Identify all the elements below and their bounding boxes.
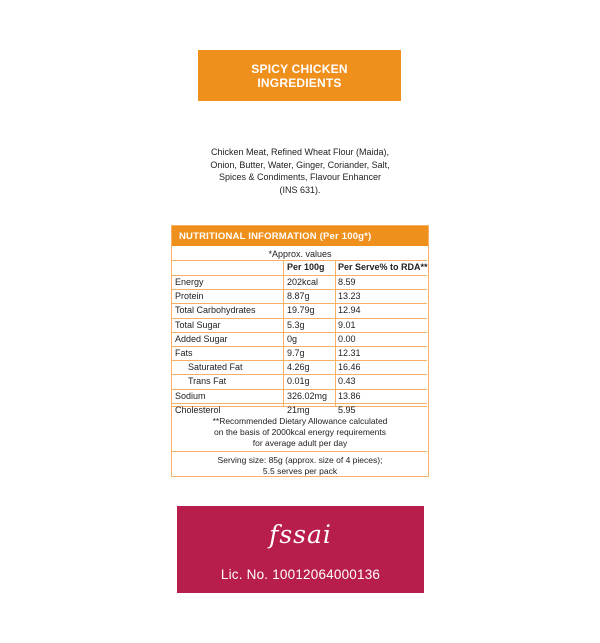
serving-info bbox=[172, 455, 428, 477]
banner-line-1: SPICY CHICKEN bbox=[251, 61, 348, 76]
ingredients-line: (INS 631). bbox=[279, 184, 321, 195]
nutrient-rda: 13.86 bbox=[338, 390, 361, 401]
serving-line: 5.5 serves per pack bbox=[262, 466, 338, 476]
nutrient-label: Sodium bbox=[175, 390, 206, 401]
nutrient-label: Fats bbox=[175, 348, 193, 358]
nutrient-per100: 326.02mg bbox=[287, 390, 328, 401]
nutrient-rda: 12.31 bbox=[338, 348, 361, 358]
nutrient-per100: 8.87g bbox=[287, 291, 310, 302]
rda-footnote bbox=[172, 416, 428, 449]
nutrient-rda: 9.01 bbox=[338, 319, 356, 330]
banner-line-2: INGREDIENTS bbox=[257, 75, 342, 90]
nutrient-label: Energy bbox=[175, 277, 204, 287]
license-number: Lic. No. 10012064000136 bbox=[220, 567, 381, 582]
nutrient-per100: 4.26g bbox=[287, 362, 310, 373]
nutrient-label: Saturated Fat bbox=[188, 362, 243, 373]
fssai-logo-text: fssai bbox=[269, 520, 332, 549]
nutrient-rda: 12.94 bbox=[338, 305, 361, 316]
nutrition-panel bbox=[171, 225, 429, 477]
ingredients-line: Onion, Butter, Water, Ginger, Coriander, Salt, bbox=[210, 159, 390, 170]
rda-note-line: on the basis of 2000kcal energy requirements bbox=[214, 427, 386, 437]
rda-note-line: **Recommended Dietary Allowance calculated bbox=[212, 416, 388, 426]
nutrient-rda: 13.23 bbox=[338, 291, 361, 302]
ingredients-line: Chicken Meat, Refined Wheat Flour (Maida), bbox=[210, 147, 390, 157]
serving-line: Serving size: 85g (approx. size of 4 pieces); bbox=[217, 455, 383, 465]
nutrient-rda: 8.59 bbox=[338, 277, 356, 287]
product-banner bbox=[198, 50, 401, 101]
nutrition-title: NUTRITIONAL INFORMATION (Per 100g*) bbox=[172, 226, 428, 246]
col-header-per100g: Per 100g bbox=[287, 262, 325, 272]
rda-note-line: for average adult per day bbox=[252, 438, 348, 448]
ingredients-line: Spices & Condiments, Flavour Enhancer bbox=[218, 172, 382, 182]
nutrient-rda: 0.43 bbox=[338, 376, 356, 387]
nutrient-label: Added Sugar bbox=[175, 333, 228, 344]
fssai-license-block bbox=[177, 506, 424, 593]
nutrient-per100: 5.3g bbox=[287, 319, 305, 330]
nutrient-rda: 0.00 bbox=[338, 333, 356, 344]
nutrient-label: Cholesterol bbox=[175, 404, 221, 415]
nutrient-rda: 16.46 bbox=[338, 362, 361, 373]
nutrient-per100: 19.79g bbox=[287, 305, 315, 316]
nutrient-per100: 21mg bbox=[287, 404, 310, 415]
nutrient-label: Total Sugar bbox=[175, 319, 221, 330]
fssai-logo bbox=[177, 520, 424, 549]
col-header-rda: Per Serve% to RDA** bbox=[338, 262, 428, 272]
ingredients-text bbox=[188, 146, 412, 196]
nutrient-per100: 202kcal bbox=[287, 277, 319, 287]
nutrient-per100: 0g bbox=[287, 333, 298, 344]
approx-values-note: *Approx. values bbox=[268, 249, 332, 259]
nutrient-rda: 5.95 bbox=[338, 404, 356, 415]
nutrient-label: Total Carbohydrates bbox=[175, 305, 256, 316]
nutrient-per100: 0.01g bbox=[287, 376, 310, 387]
nutrient-label: Trans Fat bbox=[188, 376, 227, 387]
nutrient-label: Protein bbox=[175, 291, 204, 302]
nutrient-per100: 9.7g bbox=[287, 348, 305, 358]
